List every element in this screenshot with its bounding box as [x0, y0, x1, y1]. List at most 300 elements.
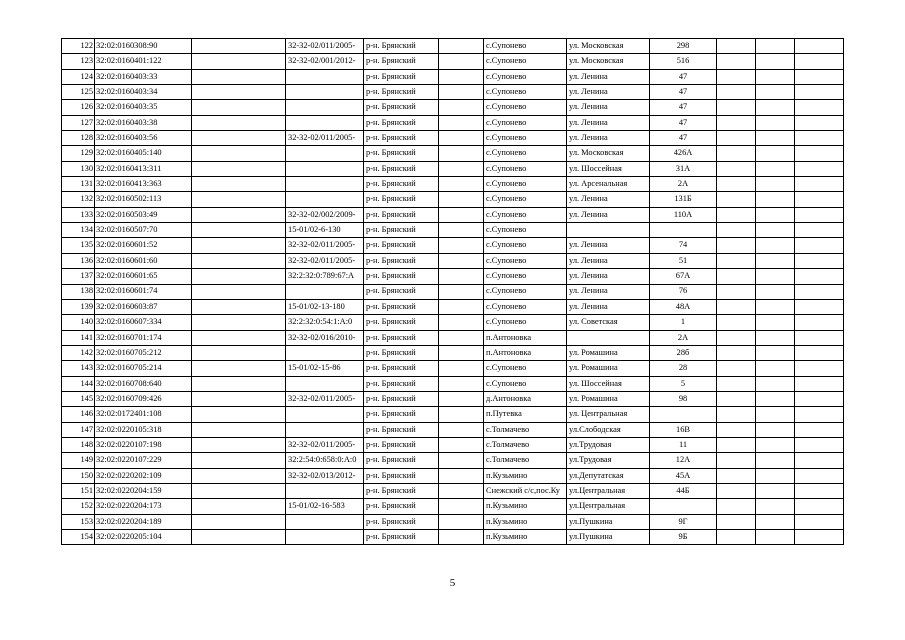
cell-district: р-н. Брянский [364, 177, 439, 192]
cell-registration-number [286, 192, 364, 207]
cell-house-number: 516 [650, 54, 717, 69]
cell-settlement: с.Супонево [484, 115, 567, 130]
cell-col-empty-3 [192, 345, 286, 360]
cell-settlement: с.Толмачево [484, 422, 567, 437]
cell-registration-number [286, 345, 364, 360]
cell-row-number: 128 [62, 131, 95, 146]
cell-street: ул. Московская [567, 39, 650, 54]
cell-col-empty-6 [439, 284, 484, 299]
cell-district: р-н. Брянский [364, 238, 439, 253]
cell-cadastral-number: 32:02:0220105:318 [95, 422, 192, 437]
cell-district: р-н. Брянский [364, 115, 439, 130]
cell-cadastral-number: 32:02:0160701:174 [95, 330, 192, 345]
cell-settlement: с.Супонево [484, 315, 567, 330]
table-row [62, 131, 844, 146]
cell-registration-number [286, 514, 364, 529]
cell-cadastral-number: 32:02:0160405:140 [95, 146, 192, 161]
cell-cadastral-number: 32:02:0160413:363 [95, 177, 192, 192]
cell-street: ул.Депутатская [567, 468, 650, 483]
cell-registration-number: 32-32-02/011/2005- [286, 437, 364, 452]
cell-col-empty-12 [795, 376, 844, 391]
table-row [62, 161, 844, 176]
cell-registration-number: 15-01/02-15-86 [286, 361, 364, 376]
cell-col-empty-11 [756, 315, 795, 330]
cell-settlement: с.Супонево [484, 284, 567, 299]
cell-col-empty-6 [439, 483, 484, 498]
cell-house-number [650, 499, 717, 514]
cell-row-number: 129 [62, 146, 95, 161]
cell-col-empty-11 [756, 146, 795, 161]
cell-col-empty-11 [756, 131, 795, 146]
table-row [62, 207, 844, 222]
cell-district: р-н. Брянский [364, 514, 439, 529]
cell-street: ул. Ленина [567, 284, 650, 299]
page-number: 5 [449, 577, 456, 589]
cell-row-number: 140 [62, 315, 95, 330]
cell-col-empty-12 [795, 422, 844, 437]
table-row [62, 330, 844, 345]
cell-col-empty-3 [192, 284, 286, 299]
table-row [62, 39, 844, 54]
cell-registration-number [286, 146, 364, 161]
cell-col-empty-3 [192, 161, 286, 176]
cell-col-empty-3 [192, 499, 286, 514]
cell-col-empty-10 [717, 177, 756, 192]
cell-street: ул.Трудовая [567, 453, 650, 468]
cell-col-empty-10 [717, 361, 756, 376]
cell-street: ул. Ленина [567, 100, 650, 115]
cell-col-empty-12 [795, 146, 844, 161]
cell-registration-number [286, 483, 364, 498]
cell-street: ул. Ленина [567, 85, 650, 100]
cell-settlement: с.Супонево [484, 361, 567, 376]
cell-house-number: 31А [650, 161, 717, 176]
cell-col-empty-11 [756, 54, 795, 69]
cell-col-empty-3 [192, 54, 286, 69]
cell-row-number: 148 [62, 437, 95, 452]
cell-house-number: 74 [650, 238, 717, 253]
table-row [62, 530, 844, 545]
cell-cadastral-number: 32:02:0220107:198 [95, 437, 192, 452]
table-row [62, 100, 844, 115]
cell-street: ул.Слободская [567, 422, 650, 437]
cell-district: р-н. Брянский [364, 54, 439, 69]
cell-house-number: 16В [650, 422, 717, 437]
cell-col-empty-11 [756, 39, 795, 54]
cell-cadastral-number: 32:02:0220107:229 [95, 453, 192, 468]
cell-col-empty-6 [439, 207, 484, 222]
table-row [62, 376, 844, 391]
cell-settlement: с.Супонево [484, 39, 567, 54]
cell-col-empty-6 [439, 146, 484, 161]
cell-col-empty-10 [717, 299, 756, 314]
cell-registration-number [286, 284, 364, 299]
cell-registration-number: 32-32-02/011/2005- [286, 131, 364, 146]
cell-col-empty-3 [192, 100, 286, 115]
cell-row-number: 135 [62, 238, 95, 253]
cell-district: р-н. Брянский [364, 161, 439, 176]
cell-col-empty-10 [717, 269, 756, 284]
cell-settlement: п.Путевка [484, 407, 567, 422]
cell-street: ул. Московская [567, 54, 650, 69]
cell-house-number: 47 [650, 131, 717, 146]
cell-cadastral-number: 32:02:0160601:74 [95, 284, 192, 299]
cell-house-number: 298 [650, 39, 717, 54]
cell-col-empty-12 [795, 207, 844, 222]
cell-col-empty-12 [795, 530, 844, 545]
table-row [62, 54, 844, 69]
cell-col-empty-10 [717, 315, 756, 330]
cell-col-empty-12 [795, 483, 844, 498]
cell-settlement: с.Супонево [484, 54, 567, 69]
table-row [62, 437, 844, 452]
cell-settlement: с.Толмачево [484, 453, 567, 468]
cell-col-empty-10 [717, 115, 756, 130]
cell-district: р-н. Брянский [364, 361, 439, 376]
table-row [62, 468, 844, 483]
cell-col-empty-11 [756, 253, 795, 268]
cell-col-empty-12 [795, 499, 844, 514]
cell-cadastral-number: 32:02:0160705:214 [95, 361, 192, 376]
cell-cadastral-number: 32:02:0160401:122 [95, 54, 192, 69]
cell-col-empty-12 [795, 223, 844, 238]
cell-col-empty-6 [439, 192, 484, 207]
cell-col-empty-3 [192, 207, 286, 222]
cell-street: ул. Арсенальная [567, 177, 650, 192]
cell-col-empty-11 [756, 269, 795, 284]
cell-col-empty-10 [717, 238, 756, 253]
cell-registration-number: 32:2:54:0:658:0:А:0 [286, 453, 364, 468]
table-row [62, 499, 844, 514]
cell-row-number: 122 [62, 39, 95, 54]
cell-col-empty-11 [756, 376, 795, 391]
cell-col-empty-10 [717, 161, 756, 176]
table-row [62, 284, 844, 299]
cell-house-number: 45А [650, 468, 717, 483]
cell-settlement: с.Супонево [484, 253, 567, 268]
cell-house-number [650, 407, 717, 422]
cell-col-empty-12 [795, 361, 844, 376]
cell-house-number: 98 [650, 391, 717, 406]
cell-settlement: с.Супонево [484, 269, 567, 284]
cell-settlement: с.Супонево [484, 85, 567, 100]
cell-row-number: 150 [62, 468, 95, 483]
cell-col-empty-11 [756, 177, 795, 192]
cell-col-empty-11 [756, 238, 795, 253]
cell-col-empty-10 [717, 100, 756, 115]
cell-col-empty-3 [192, 223, 286, 238]
cell-cadastral-number: 32:02:0220204:189 [95, 514, 192, 529]
cell-row-number: 134 [62, 223, 95, 238]
cell-col-empty-12 [795, 177, 844, 192]
cell-col-empty-11 [756, 345, 795, 360]
cell-district: р-н. Брянский [364, 437, 439, 452]
cell-row-number: 147 [62, 422, 95, 437]
cell-col-empty-10 [717, 284, 756, 299]
cell-registration-number: 15-01/02-16-583 [286, 499, 364, 514]
cell-house-number: 44Б [650, 483, 717, 498]
cell-col-empty-11 [756, 468, 795, 483]
table-row [62, 514, 844, 529]
cell-settlement: с.Супонево [484, 376, 567, 391]
cell-col-empty-10 [717, 207, 756, 222]
cell-house-number: 47 [650, 115, 717, 130]
cell-row-number: 145 [62, 391, 95, 406]
cell-house-number: 12А [650, 453, 717, 468]
cell-col-empty-6 [439, 115, 484, 130]
cell-col-empty-3 [192, 115, 286, 130]
cell-district: р-н. Брянский [364, 483, 439, 498]
cell-col-empty-3 [192, 177, 286, 192]
cell-street: ул. Ромашина [567, 361, 650, 376]
cell-col-empty-12 [795, 391, 844, 406]
cell-cadastral-number: 32:02:0160607:334 [95, 315, 192, 330]
cell-col-empty-3 [192, 269, 286, 284]
cell-col-empty-12 [795, 453, 844, 468]
cell-district: р-н. Брянский [364, 192, 439, 207]
cell-house-number: 131Б [650, 192, 717, 207]
cell-col-empty-12 [795, 269, 844, 284]
cell-col-empty-12 [795, 85, 844, 100]
cell-row-number: 131 [62, 177, 95, 192]
cell-col-empty-3 [192, 146, 286, 161]
cell-col-empty-10 [717, 54, 756, 69]
table-row [62, 115, 844, 130]
cell-col-empty-3 [192, 330, 286, 345]
table-row [62, 177, 844, 192]
cell-col-empty-3 [192, 514, 286, 529]
cell-registration-number [286, 161, 364, 176]
cell-registration-number: 32-32-02/001/2012- [286, 54, 364, 69]
table-row [62, 69, 844, 84]
cell-col-empty-6 [439, 100, 484, 115]
cell-settlement: п.Кузьмино [484, 499, 567, 514]
cell-col-empty-6 [439, 330, 484, 345]
table-row [62, 146, 844, 161]
cell-street: ул. Ленина [567, 238, 650, 253]
cell-col-empty-12 [795, 115, 844, 130]
cell-row-number: 142 [62, 345, 95, 360]
cell-col-empty-10 [717, 530, 756, 545]
cell-settlement: с.Супонево [484, 131, 567, 146]
cell-col-empty-6 [439, 437, 484, 452]
cell-col-empty-3 [192, 39, 286, 54]
cell-district: р-н. Брянский [364, 499, 439, 514]
cell-registration-number: 32-32-02/002/2009- [286, 207, 364, 222]
cell-col-empty-6 [439, 453, 484, 468]
cell-col-empty-12 [795, 100, 844, 115]
cell-col-empty-12 [795, 253, 844, 268]
table-row [62, 361, 844, 376]
cell-street: ул.Пушкина [567, 530, 650, 545]
cell-col-empty-10 [717, 192, 756, 207]
cell-col-empty-11 [756, 330, 795, 345]
cell-registration-number [286, 177, 364, 192]
cell-col-empty-12 [795, 39, 844, 54]
cell-cadastral-number: 32:02:0160603:87 [95, 299, 192, 314]
cell-col-empty-10 [717, 330, 756, 345]
cell-house-number: 2А [650, 177, 717, 192]
cell-registration-number: 32:2:32:0:54:1:А:0 [286, 315, 364, 330]
cell-street: ул. Шоссейная [567, 376, 650, 391]
cell-house-number: 67А [650, 269, 717, 284]
cell-street: ул.Центральная [567, 483, 650, 498]
cell-row-number: 149 [62, 453, 95, 468]
cell-col-empty-3 [192, 315, 286, 330]
cell-row-number: 141 [62, 330, 95, 345]
cell-col-empty-10 [717, 407, 756, 422]
cell-district: р-н. Брянский [364, 315, 439, 330]
cell-row-number: 126 [62, 100, 95, 115]
cell-cadastral-number: 32:02:0160502:113 [95, 192, 192, 207]
cell-col-empty-12 [795, 345, 844, 360]
cell-street: ул.Пушкина [567, 514, 650, 529]
cell-district: р-н. Брянский [364, 345, 439, 360]
cell-house-number: 1 [650, 315, 717, 330]
cell-col-empty-10 [717, 483, 756, 498]
table-row [62, 192, 844, 207]
cell-col-empty-6 [439, 468, 484, 483]
cell-cadastral-number: 32:02:0220205:104 [95, 530, 192, 545]
cell-col-empty-11 [756, 115, 795, 130]
cell-col-empty-11 [756, 85, 795, 100]
cell-house-number: 76 [650, 284, 717, 299]
cell-col-empty-11 [756, 100, 795, 115]
table-row [62, 238, 844, 253]
cell-col-empty-10 [717, 85, 756, 100]
table-row [62, 315, 844, 330]
table-body [62, 39, 844, 545]
cell-col-empty-3 [192, 192, 286, 207]
cell-settlement: с.Супонево [484, 177, 567, 192]
cell-registration-number: 32-32-02/013/2012- [286, 468, 364, 483]
cell-house-number: 48А [650, 299, 717, 314]
cell-col-empty-11 [756, 361, 795, 376]
cell-registration-number [286, 69, 364, 84]
cell-col-empty-3 [192, 437, 286, 452]
cell-col-empty-12 [795, 330, 844, 345]
table-row [62, 422, 844, 437]
cell-district: р-н. Брянский [364, 391, 439, 406]
cell-col-empty-10 [717, 437, 756, 452]
cell-district: р-н. Брянский [364, 146, 439, 161]
cell-settlement: п.Кузьмино [484, 468, 567, 483]
table-row [62, 299, 844, 314]
cell-row-number: 123 [62, 54, 95, 69]
cell-street: ул. Центральная [567, 407, 650, 422]
cell-col-empty-11 [756, 530, 795, 545]
cell-row-number: 133 [62, 207, 95, 222]
cell-settlement: с.Супонево [484, 146, 567, 161]
cell-registration-number: 32-32-02/016/2010- [286, 330, 364, 345]
cell-row-number: 125 [62, 85, 95, 100]
cell-district: р-н. Брянский [364, 39, 439, 54]
cell-house-number: 47 [650, 69, 717, 84]
cell-col-empty-12 [795, 284, 844, 299]
cell-col-empty-6 [439, 54, 484, 69]
cell-street: ул. Советская [567, 315, 650, 330]
cell-col-empty-11 [756, 69, 795, 84]
cell-cadastral-number: 32:02:0160403:35 [95, 100, 192, 115]
cell-house-number: 11 [650, 437, 717, 452]
cell-row-number: 143 [62, 361, 95, 376]
cell-street: ул. Ленина [567, 115, 650, 130]
cell-cadastral-number: 32:02:0160709:426 [95, 391, 192, 406]
cell-house-number: 9Б [650, 530, 717, 545]
cell-settlement: с.Супонево [484, 207, 567, 222]
cell-settlement: с.Толмачево [484, 437, 567, 452]
cell-registration-number: 32:2:32:0:789:67:А [286, 269, 364, 284]
cell-col-empty-10 [717, 422, 756, 437]
cell-col-empty-11 [756, 207, 795, 222]
cell-col-empty-11 [756, 422, 795, 437]
cell-col-empty-3 [192, 453, 286, 468]
cell-street: ул.Трудовая [567, 437, 650, 452]
cell-row-number: 154 [62, 530, 95, 545]
cell-col-empty-3 [192, 468, 286, 483]
cell-row-number: 136 [62, 253, 95, 268]
cell-col-empty-6 [439, 345, 484, 360]
cell-col-empty-10 [717, 468, 756, 483]
cell-cadastral-number: 32:02:0160403:34 [95, 85, 192, 100]
cell-col-empty-3 [192, 361, 286, 376]
cell-house-number: 28 [650, 361, 717, 376]
cell-street: ул. Ленина [567, 269, 650, 284]
cell-settlement: Снежский с/с,пос.Ку [484, 483, 567, 498]
cell-registration-number [286, 407, 364, 422]
cell-district: р-н. Брянский [364, 207, 439, 222]
cell-col-empty-10 [717, 146, 756, 161]
cell-row-number: 127 [62, 115, 95, 130]
cell-col-empty-3 [192, 391, 286, 406]
cell-col-empty-6 [439, 315, 484, 330]
cell-col-empty-6 [439, 530, 484, 545]
cell-col-empty-12 [795, 468, 844, 483]
cell-district: р-н. Брянский [364, 530, 439, 545]
cell-col-empty-12 [795, 514, 844, 529]
cell-cadastral-number: 32:02:0160507:70 [95, 223, 192, 238]
table-row [62, 223, 844, 238]
cell-district: р-н. Брянский [364, 100, 439, 115]
cell-col-empty-6 [439, 407, 484, 422]
cell-col-empty-10 [717, 69, 756, 84]
table-row [62, 253, 844, 268]
cell-cadastral-number: 32:02:0160403:56 [95, 131, 192, 146]
cell-cadastral-number: 32:02:0160708:640 [95, 376, 192, 391]
cell-col-empty-6 [439, 376, 484, 391]
cell-house-number: 2А [650, 330, 717, 345]
cell-col-empty-3 [192, 238, 286, 253]
cell-col-empty-3 [192, 422, 286, 437]
cell-district: р-н. Брянский [364, 253, 439, 268]
cell-settlement: с.Супонево [484, 299, 567, 314]
cell-registration-number: 15-01/02-6-130 [286, 223, 364, 238]
cell-house-number [650, 223, 717, 238]
table-row [62, 483, 844, 498]
cell-col-empty-10 [717, 499, 756, 514]
cell-street: ул.Центральная [567, 499, 650, 514]
cell-registration-number [286, 376, 364, 391]
cell-col-empty-10 [717, 453, 756, 468]
cell-cadastral-number: 32:02:0160403:38 [95, 115, 192, 130]
cell-row-number: 130 [62, 161, 95, 176]
cell-row-number: 151 [62, 483, 95, 498]
cell-col-empty-12 [795, 238, 844, 253]
cell-settlement: с.Супонево [484, 238, 567, 253]
cell-cadastral-number: 32:02:0160403:33 [95, 69, 192, 84]
cell-settlement: д.Антоновка [484, 391, 567, 406]
cell-col-empty-10 [717, 391, 756, 406]
